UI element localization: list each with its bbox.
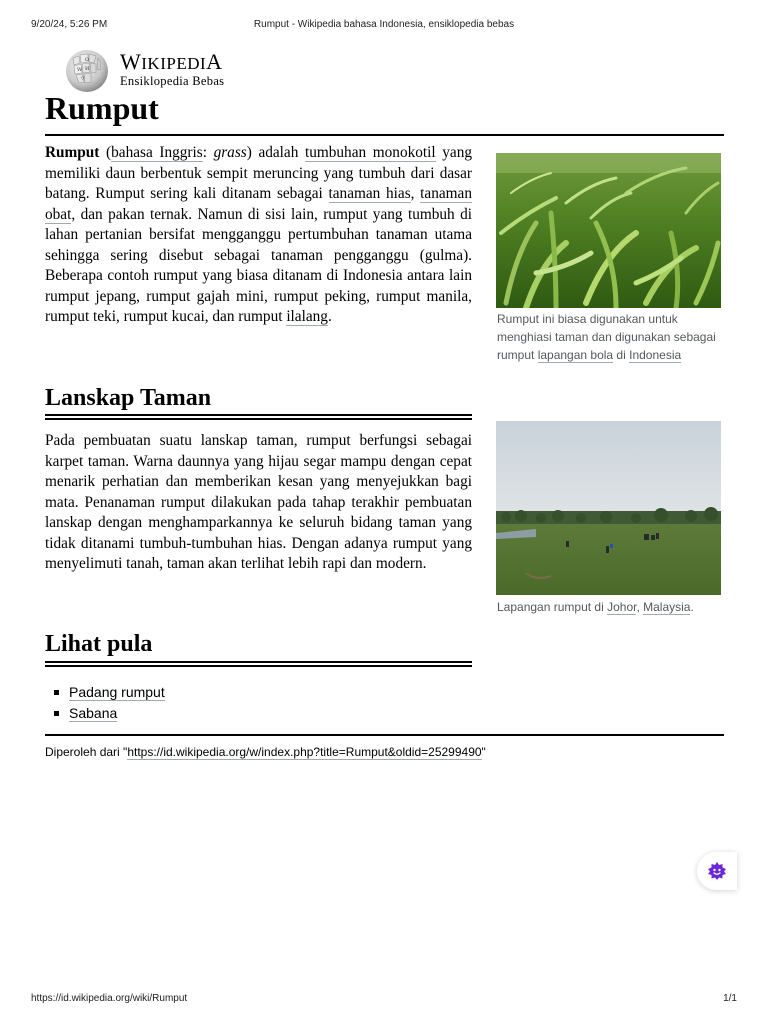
print-page-title: Rumput - Wikipedia bahasa Indonesia, ensiklopedia bebas (253, 19, 515, 30)
title-divider (45, 134, 724, 136)
appearance-settings-icon (707, 861, 727, 881)
figure-caption-2: Lapangan rumput di Johor, Malaysia. (497, 600, 694, 614)
list-item (52, 682, 165, 703)
content-end-divider (45, 734, 724, 736)
grass-closeup-photo (496, 153, 721, 308)
field-johor-image[interactable] (496, 421, 721, 595)
wikipedia-logo-link[interactable] (63, 46, 263, 96)
link-ilalang[interactable]: ilalang (286, 308, 328, 325)
svg-text:W: W (77, 67, 83, 73)
bullet-icon (54, 690, 59, 695)
retrieved-from-notice: Diperoleh dari "https://id.wikipedia.org/w/index.php?title=Rumput&oldid=25299490" (45, 745, 486, 759)
link-johor[interactable]: Johor (607, 600, 637, 614)
svg-text:И: И (85, 66, 90, 72)
bullet-icon (54, 711, 59, 716)
intro-paragraph: Rumput (bahasa Inggris: grass) adalah tumbuhan monokotil yang memiliki daun berbentuk sempit meruncing yang tumbuh dari dasar batang. Rumput sering kali ditanam sebagai tanaman hias, tanaman obat, dan pakan ternak. Namun di sisi lain, rumput yang tumbuh di lahan pertanian bersifat mengganggu pertumbuhan tanaman utama sehingga sering disebut sebagai tanaman pengganggu (gulma). Beberapa contoh rumput yang biasa ditanam di Indonesia antara lain rumput jepang, rumput gajah mini, rumput peking, rumput manila, rumput teki, rumput kucai, dan rumput ilalang. (45, 144, 473, 325)
link-sabana[interactable]: Sabana (69, 705, 118, 721)
see-also-list (52, 682, 165, 724)
link-malaysia[interactable]: Malaysia (643, 600, 691, 614)
wikipedia-globe-icon (63, 46, 111, 94)
wikipedia-tagline: Ensiklopedia Bebas (120, 74, 225, 88)
list-item (52, 703, 165, 724)
section-heading-lihat-pula: Lihat pula (45, 631, 153, 657)
field-photo (496, 421, 721, 595)
print-datetime: 9/20/24, 5:26 PM (31, 19, 108, 30)
bold-term: Rumput (45, 144, 100, 161)
link-bahasa-inggris[interactable]: bahasa Inggris (111, 144, 203, 161)
link-lapangan-bola[interactable]: lapangan bola (537, 348, 614, 362)
link-tanaman-obat[interactable]: tanaman obat (45, 185, 472, 223)
appearance-settings-button[interactable] (697, 852, 737, 890)
print-footer-url: https://id.wikipedia.org/wiki/Rumput (31, 993, 188, 1004)
section-divider (45, 661, 472, 667)
svg-text:Ω: Ω (85, 57, 90, 63)
link-indonesia[interactable]: Indonesia (629, 348, 682, 362)
link-tanaman-hias[interactable]: tanaman hias (328, 185, 411, 202)
link-permanent-url[interactable]: https://id.wikipedia.org/w/index.php?title=Rumput&oldid=25299490 (127, 745, 482, 759)
link-tumbuhan-monokotil[interactable]: tumbuhan monokotil (304, 144, 436, 161)
link-padang-rumput[interactable]: Padang rumput (69, 684, 165, 700)
section-divider (45, 414, 472, 420)
figure-caption-1: Rumput ini biasa digunakan untuk menghiasi taman dan digunakan sebagai rumput lapangan bola di Indonesia (497, 312, 716, 362)
grass-closeup-image[interactable] (496, 153, 721, 308)
foreign-word: grass (213, 144, 247, 161)
page-title: Rumput (45, 90, 159, 126)
lanskap-taman-paragraph: Pada pembuatan suatu lanskap taman, rumput berfungsi sebagai karpet taman. Warna daunnya yang hijau segar mampu dengan cepat menarik perhatian dan memberikan kesan yang menyejukkan bagi mata. Penanaman rumput dilakukan pada tahap terakhir pembuatan lanskap dengan menghamparkannya ke seluruh bidang taman yang tidak ditanami tumbuh-tumbuhan hias. Dengan adanya rumput yang menyelimuti tanah, taman akan terlihat lebih rapi dan modern. (45, 432, 472, 572)
section-heading-lanskap-taman: Lanskap Taman (45, 385, 212, 411)
svg-text:ウ: ウ (80, 76, 86, 82)
wikipedia-wordmark: WIKIPEDIA (120, 49, 223, 74)
print-page-number: 1/1 (723, 993, 737, 1004)
